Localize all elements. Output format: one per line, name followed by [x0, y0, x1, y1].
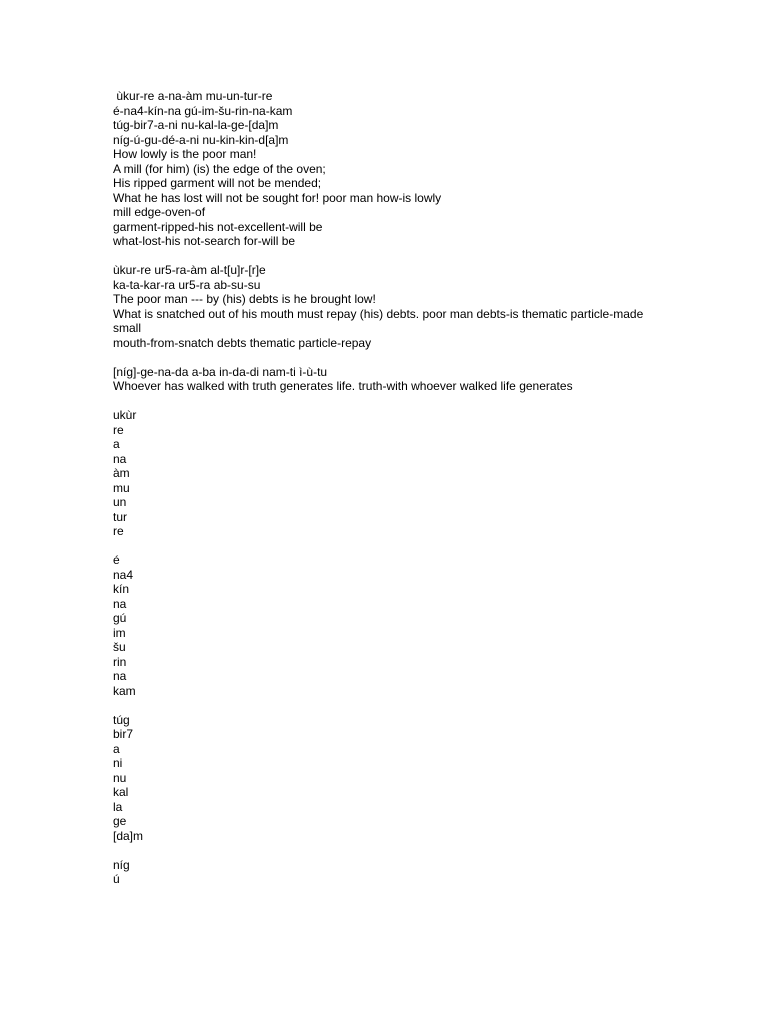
text-block-1: [113, 89, 653, 249]
word-item: túg: [113, 712, 130, 727]
word-item: mu: [113, 480, 130, 495]
word-item: a: [113, 437, 120, 451]
word-item: é: [113, 553, 120, 567]
text-line: [níg]-ge-na-da a-ba in-da-di nam-ti ì-ù-tu: [113, 364, 328, 379]
word-list-2: [113, 553, 653, 698]
word-item: na: [113, 669, 127, 683]
document-body: [113, 89, 653, 887]
word-item: un: [113, 495, 127, 509]
text-block-3: [113, 365, 653, 394]
word-item: kam: [113, 683, 136, 698]
paragraph-gap: [113, 698, 653, 713]
text-block-2: [113, 263, 653, 350]
text-line: é-na4-kín-na gú-im-šu-rin-na-kam: [113, 103, 293, 118]
word-item: na4: [113, 567, 134, 582]
word-item: gú: [113, 611, 127, 625]
word-item: re: [113, 524, 124, 538]
word-item: la: [113, 799, 123, 814]
word-item: tur: [113, 509, 128, 524]
word-item: a: [113, 741, 120, 756]
word-list-1: [113, 408, 653, 539]
word-item: níg: [113, 857, 130, 872]
text-line: The poor man --- by (his) debts is he brought low!: [113, 292, 376, 306]
word-item: ú: [113, 872, 120, 886]
text-line: ùkur-re a-na-àm mu-un-tur-re: [113, 89, 273, 103]
text-line: His ripped garment will not be mended;: [113, 176, 322, 190]
word-item: im: [113, 625, 126, 640]
text-line: túg-bir7-a-ni nu-kal-la-ge-[da]m: [113, 118, 279, 132]
word-list-3: [113, 713, 653, 844]
word-item: re: [113, 422, 124, 437]
word-item: rin: [113, 654, 127, 669]
word-item: ni: [113, 756, 123, 770]
text-line: mouth-from-snatch debts thematic particle-repay: [113, 335, 372, 350]
paragraph-gap: [113, 843, 653, 858]
text-line: what-lost-his not-search for-will be: [113, 234, 296, 248]
text-line: garment-ripped-his not-excellent-will be: [113, 219, 323, 234]
text-line: ùkur-re ur5-ra-àm al-t[u]r-[r]e: [113, 263, 266, 277]
word-item: ukùr: [113, 408, 137, 422]
word-item: na: [113, 451, 127, 466]
text-line: mill edge-oven-of: [113, 205, 206, 219]
text-line: níg-ú-gu-dé-a-ni nu-kin-kin-d[a]m: [113, 132, 289, 147]
word-item: kín: [113, 582, 130, 596]
word-list-4: [113, 858, 653, 887]
paragraph-gap: [113, 350, 653, 365]
text-line: Whoever has walked with truth generates life. truth-with whoever walked life generates: [113, 379, 573, 393]
text-line: What is snatched out of his mouth must repay (his) debts. poor man debts-is thematic particle-made small: [113, 306, 647, 335]
text-line: A mill (for him) (is) the edge of the oven;: [113, 161, 326, 176]
text-line: How lowly is the poor man!: [113, 147, 257, 161]
word-item: nu: [113, 770, 127, 785]
paragraph-gap: [113, 249, 653, 264]
word-item: ge: [113, 814, 127, 828]
word-item: bir7: [113, 727, 134, 741]
paragraph-gap: [113, 539, 653, 554]
word-item: àm: [113, 466, 130, 480]
paragraph-gap: [113, 394, 653, 409]
word-item: kal: [113, 785, 129, 799]
text-line: ka-ta-kar-ra ur5-ra ab-su-su: [113, 277, 261, 292]
word-item: [da]m: [113, 828, 144, 843]
word-item: šu: [113, 640, 126, 654]
text-line: What he has lost will not be sought for! poor man how-is lowly: [113, 190, 442, 205]
word-item: na: [113, 596, 127, 611]
